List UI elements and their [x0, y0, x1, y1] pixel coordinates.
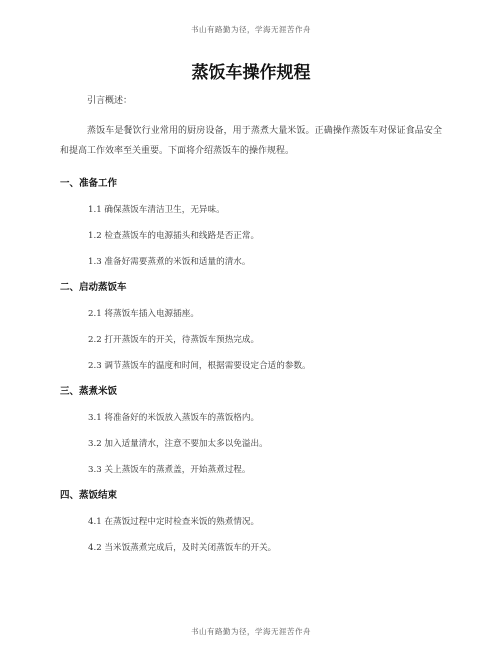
step-item: 2.1 将蒸饭车插入电源插座。 — [88, 309, 199, 319]
intro-paragraph: 蒸饭车是餐饮行业常用的厨房设备，用于蒸煮大量米饭。正确操作蒸饭车对保证食品安全和提高工作效率至关重要。下面将介绍蒸饭车的操作规程。 — [60, 126, 442, 156]
step-item: 3.3 关上蒸饭车的蒸煮盖，开始蒸煮过程。 — [88, 465, 251, 475]
section-finish — [60, 489, 442, 555]
intro-label: 引言概述： — [87, 96, 133, 106]
page-header: 书山有路勤为径，学海无涯苦作舟 — [191, 25, 311, 34]
step-item: 1.2 检查蒸饭车的电源插头和线路是否正常。 — [88, 231, 260, 241]
page-footer: 书山有路勤为径，学海无涯苦作舟 — [191, 627, 311, 636]
step-item: 4.1 在蒸饭过程中定时检查米饭的熟煮情况。 — [88, 517, 260, 527]
step-item: 3.2 加入适量清水，注意不要加太多以免溢出。 — [88, 439, 268, 449]
step-item: 1.1 确保蒸饭车清洁卫生，无异味。 — [88, 205, 225, 215]
document-title: 蒸饭车操作规程 — [191, 63, 311, 83]
step-item: 1.3 准备好需要蒸煮的米饭和适量的清水。 — [88, 257, 251, 267]
section-heading: 三、蒸煮米饭 — [60, 386, 118, 397]
section-heading: 一、准备工作 — [60, 178, 118, 189]
step-item: 4.2 当米饭蒸煮完成后，及时关闭蒸饭车的开关。 — [88, 543, 277, 553]
section-heading: 四、蒸饭结束 — [60, 490, 118, 501]
section-heading: 二、启动蒸饭车 — [60, 282, 127, 293]
step-item: 2.3 调节蒸饭车的温度和时间，根据需要设定合适的参数。 — [88, 361, 311, 371]
section-steaming — [60, 385, 442, 477]
section-startup — [60, 281, 442, 373]
document-body — [60, 94, 442, 567]
step-item: 3.1 将准备好的米饭放入蒸饭车的蒸饭格内。 — [88, 413, 260, 423]
section-preparation — [60, 177, 442, 269]
step-item: 2.2 打开蒸饭车的开关，待蒸饭车预热完成。 — [88, 335, 260, 345]
